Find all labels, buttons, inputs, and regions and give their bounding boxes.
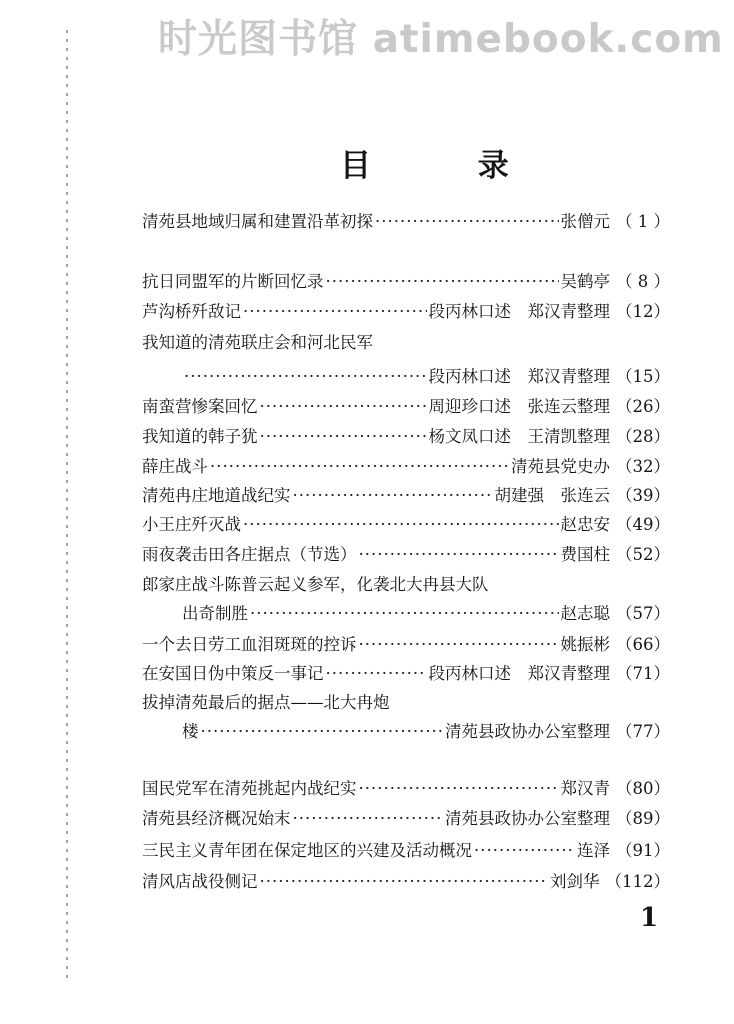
entry-author: 吴鹤亭 <box>560 272 610 291</box>
entry-title: 小王庄歼灭战 <box>142 515 241 534</box>
toc-entry <box>142 837 670 863</box>
leader-dots <box>326 272 559 291</box>
entry-title: 在安国日伪中策反一事记 <box>142 664 324 683</box>
toc-entry <box>142 393 670 419</box>
leader-dots <box>293 809 444 828</box>
entry-title: 一个去日劳工血泪斑斑的控诉 <box>142 635 357 654</box>
leader-dots <box>260 872 549 891</box>
entry-title: 郎家庄战斗陈普云起义参军，化袭北大冉县大队 <box>142 575 489 594</box>
entry-title: 三民主义青年团在保定地区的兴建及活动概况 <box>142 841 472 860</box>
entry-title: 雨夜袭击田各庄据点（节选） <box>142 545 357 564</box>
leader-dots <box>326 664 427 683</box>
entry-title: 清风店战役侧记 <box>142 872 258 891</box>
toc-entry <box>142 571 670 597</box>
toc-entry <box>142 660 670 686</box>
toc-entry <box>142 208 670 234</box>
toc-entry <box>142 775 670 801</box>
toc-entry <box>142 689 670 715</box>
leader-dots <box>474 841 575 860</box>
page-title: 目 录 <box>340 148 557 184</box>
entry-title: 楼 <box>182 722 199 741</box>
entry-author: 刘剑华 <box>550 872 600 891</box>
toc-entry <box>142 511 670 537</box>
toc-entry-continuation <box>182 718 670 744</box>
toc-entry <box>142 298 670 324</box>
leader-dots <box>359 545 559 564</box>
entry-page: （12） <box>616 302 670 321</box>
entry-title: 我知道的韩子犹 <box>142 427 258 446</box>
entry-title: 出奇制胜 <box>182 604 248 623</box>
entry-author: 杨文凤口述 王清凯整理 <box>428 427 610 446</box>
toc-entry <box>142 423 670 449</box>
toc-entry <box>142 329 670 355</box>
leader-dots <box>359 779 559 798</box>
entry-page: （15） <box>616 367 670 386</box>
leader-dots <box>260 427 427 446</box>
entry-page: （89） <box>616 809 670 828</box>
toc-entry <box>142 868 670 894</box>
entry-author: 段丙林口述 郑汉青整理 <box>428 367 610 386</box>
entry-page: （66） <box>616 635 670 654</box>
entry-page: （28） <box>616 427 670 446</box>
entry-page: （49） <box>616 515 670 534</box>
leader-dots <box>210 457 509 476</box>
entry-title: 南蛮营惨案回忆 <box>142 397 258 416</box>
toc-entry <box>142 805 670 831</box>
leader-dots <box>293 486 493 505</box>
leader-dots <box>184 367 427 386</box>
entry-author: 清苑县政协办公室整理 <box>445 809 610 828</box>
entry-author: 赵志聪 <box>560 604 610 623</box>
entry-author: 段丙林口述 郑汉青整理 <box>428 664 610 683</box>
entry-page: （ 1 ） <box>616 212 670 231</box>
leader-dots <box>250 604 559 623</box>
leader-dots <box>375 212 559 231</box>
toc-entry <box>142 268 670 294</box>
toc-entry <box>142 482 670 508</box>
toc-entry <box>142 541 670 567</box>
entry-page: （112） <box>605 872 670 891</box>
entry-title: 抗日同盟军的片断回忆录 <box>142 272 324 291</box>
toc-entry <box>142 631 670 657</box>
entry-title: 国民党军在清苑挑起内战纪实 <box>142 779 357 798</box>
entry-title: 薛庄战斗 <box>142 457 208 476</box>
page-number: 1 <box>640 903 659 933</box>
entry-page: （80） <box>616 779 670 798</box>
entry-page: （ 8 ） <box>616 272 670 291</box>
toc-entry-continuation <box>182 600 670 626</box>
toc-entry-continuation <box>182 363 670 389</box>
toc-entry <box>142 453 670 479</box>
entry-author: 姚振彬 <box>560 635 610 654</box>
entry-author: 费国柱 <box>560 545 610 564</box>
entry-author: 清苑县党史办 <box>511 457 610 476</box>
binding-edge <box>66 30 68 980</box>
entry-page: （52） <box>616 545 670 564</box>
leader-dots <box>243 302 427 321</box>
entry-author: 清苑县政协办公室整理 <box>445 722 610 741</box>
entry-author: 周迎珍口述 张连云整理 <box>428 397 610 416</box>
entry-title: 清苑冉庄地道战纪实 <box>142 486 291 505</box>
entry-title: 芦沟桥歼敌记 <box>142 302 241 321</box>
leader-dots <box>243 515 559 534</box>
entry-author: 郑汉青 <box>560 779 610 798</box>
entry-page: （91） <box>616 841 670 860</box>
entry-page: （71） <box>616 664 670 683</box>
entry-page: （39） <box>616 486 670 505</box>
entry-author: 连泽 <box>577 841 610 860</box>
entry-title: 清苑县经济概况始末 <box>142 809 291 828</box>
entry-title: 我知道的清苑联庄会和河北民军 <box>142 333 373 352</box>
leader-dots <box>260 397 427 416</box>
entry-page: （26） <box>616 397 670 416</box>
entry-author: 张僧元 <box>560 212 610 231</box>
entry-page: （77） <box>616 722 670 741</box>
entry-page: （57） <box>616 604 670 623</box>
entry-page: （32） <box>616 457 670 476</box>
entry-author: 胡建强 张连云 <box>494 486 610 505</box>
leader-dots <box>359 635 559 654</box>
entry-author: 赵忠安 <box>560 515 610 534</box>
entry-title: 清苑县地域归属和建置沿革初探 <box>142 212 373 231</box>
leader-dots <box>201 722 444 741</box>
watermark: 时光图书馆 atimebook.com <box>158 17 724 62</box>
entry-title: 拔掉清苑最后的据点——北大冉炮 <box>142 693 390 712</box>
entry-author: 段丙林口述 郑汉青整理 <box>428 302 610 321</box>
